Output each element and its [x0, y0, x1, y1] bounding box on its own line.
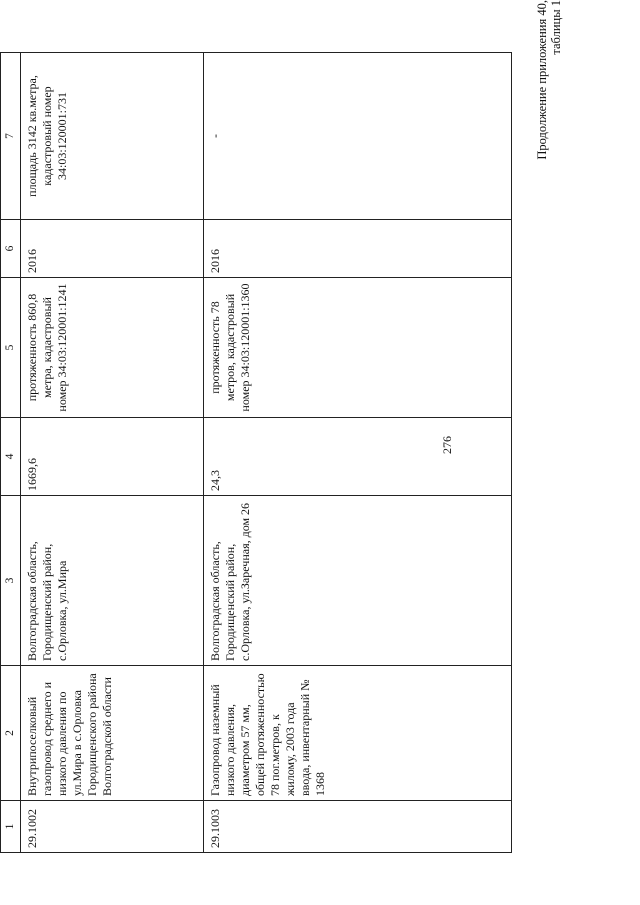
column-header-4: 4 — [1, 418, 21, 496]
continuation-line-1: Продолжение приложения 40, — [535, 0, 549, 160]
column-header-1: 1 — [1, 801, 21, 853]
object-address: Волгоградская область, Городищенский район, с.Орловка, ул.Заречная, дом 26 — [204, 496, 512, 666]
object-value: 24,3 — [204, 418, 512, 496]
land-plot-info: - — [204, 53, 512, 220]
column-header-row — [1, 53, 21, 853]
row-number: 29.1003 — [204, 801, 512, 853]
object-address: Волгоградская область, Городищенский район, с.Орловка, ул.Мира — [21, 496, 204, 666]
page-number: 276 — [440, 436, 454, 454]
table-row — [21, 53, 204, 853]
column-header-7: 7 — [1, 53, 21, 220]
property-table — [0, 52, 512, 853]
object-year: 2016 — [21, 220, 204, 278]
object-characteristics: протяженность 78 метров, кадастровый номер 34:03:120001:1360 — [204, 278, 512, 418]
column-header-6: 6 — [1, 220, 21, 278]
continuation-note — [535, 0, 563, 440]
row-number: 29.1002 — [21, 801, 204, 853]
object-name: Внутрипоселковый газопровод среднего и низкого давления по ул.Мира в с.Орловка Городищенского района Волгоградской области — [21, 666, 204, 801]
object-value: 1669,6 — [21, 418, 204, 496]
column-header-5: 5 — [1, 278, 21, 418]
object-name: Газопровод наземный низкого давления, диаметром 57 мм, общей протяженностью 78 пог.метров, к жилому, 2003 года ввода, инвентарный № 1368 — [204, 666, 512, 801]
continuation-line-2: таблицы 1 — [549, 0, 563, 55]
object-year: 2016 — [204, 220, 512, 278]
land-plot-info: площадь 3142 кв.метра, кадастровый номер 34:03:120001:731 — [21, 53, 204, 220]
column-header-3: 3 — [1, 496, 21, 666]
object-characteristics: протяженность 860,8 метра, кадастровый номер 34:03:120001:1241 — [21, 278, 204, 418]
table-row — [204, 53, 512, 853]
column-header-2: 2 — [1, 666, 21, 801]
